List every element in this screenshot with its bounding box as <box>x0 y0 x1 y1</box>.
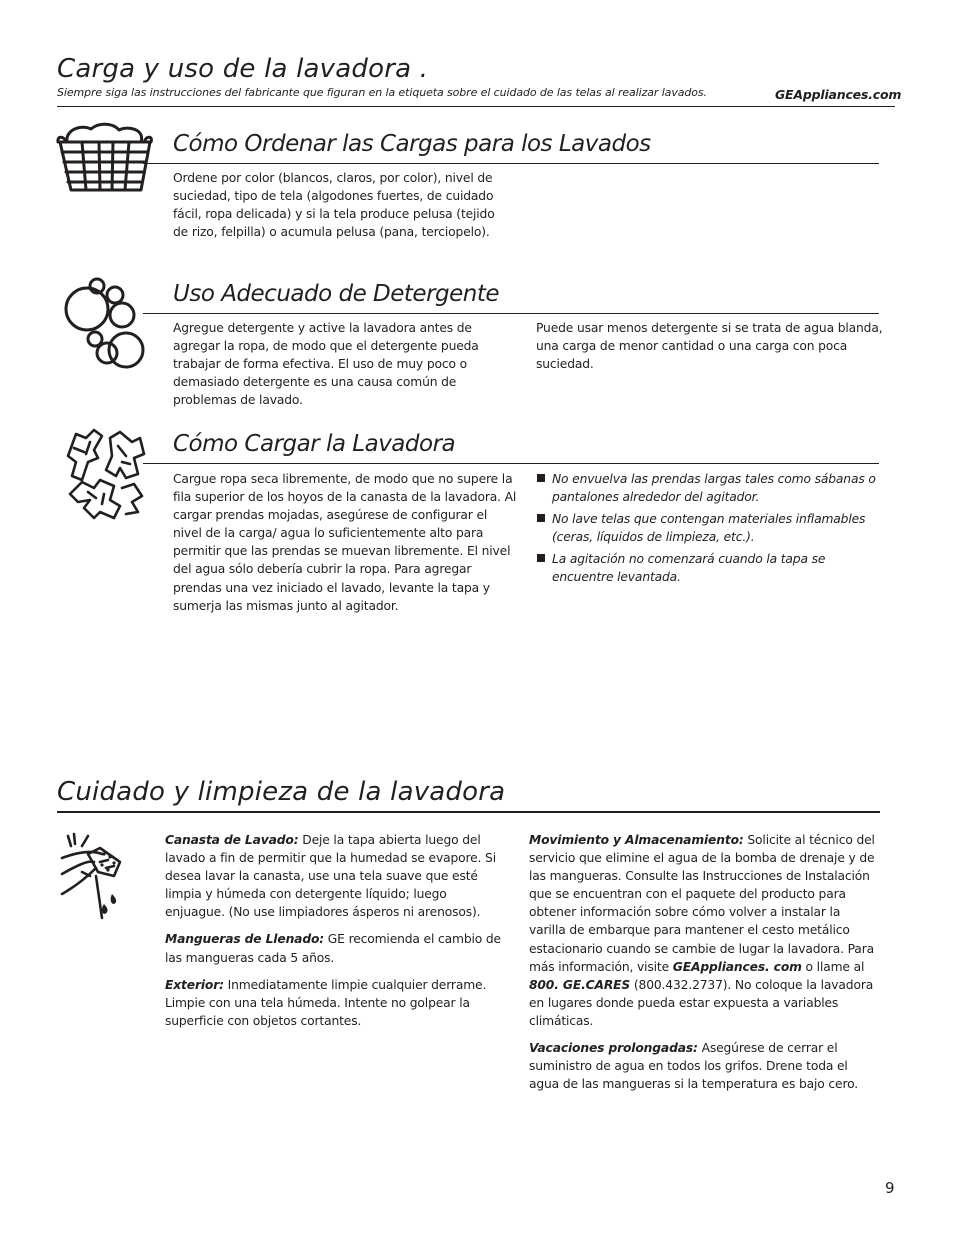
loading-heading: Cómo Cargar la Lavadora <box>173 431 456 457</box>
page-title: Carga y uso de la lavadora . <box>57 54 429 84</box>
care-phone: 800. GE.CARES <box>529 977 631 992</box>
loading-bullets <box>536 470 882 591</box>
basket-care-paragraph: Canasta de Lavado: Deje la tapa abierta luego del lavado a fin de permitir que la humedad se evapore. Si desea lavar la canasta, use una tela suave que esté limpia y húmeda con detergente líquido; luego enjuague. (No use limpiadores ásperos ni arenosos). <box>165 833 496 920</box>
exterior-care-paragraph: Exterior: Inmediatamente limpie cualquier derrame. Limpie con una tela húmeda. Intente no golpear la superficie con objetos cortantes. <box>165 977 487 1028</box>
care-rule <box>57 811 880 813</box>
moving-storage-paragraph: Movimiento y Almacenamiento: Solicite al técnico del servicio que elimine el agua de la bomba de drenaje y de las mangueras. Consulte las Instrucciones de Instalación que se encuentran con el paquete del producto para obtener información sobre cómo volver a instalar la varilla de embarque para mantener el cesto metálico estacionario cuando se cambie de lugar la lavadora. Para más información, visite GEAppliances. com o llame al 800. GE.CARES (800.432.2737). No coloque la lavadora en lugares donde pueda estar expuesta a variables climáticas. <box>529 833 875 1028</box>
bullet-item: No envuelva las prendas largas tales como sábanas o pantalones alrededor del agitador. <box>536 470 882 506</box>
sort-text: Ordene por color (blancos, claros, por color), nivel de suciedad, tipo de tela (algodones fuertes, de cuidado fácil, ropa delicada) y si la tela produce pelusa (tejido de rizo, felpilla) o acumula pelusa (pana, terciopelo). <box>173 171 495 240</box>
detergent-text-left: Agregue detergente y active la lavadora antes de agregar la ropa, de modo que el detergente pueda trabajar de forma efectiva. El uso de muy poco o demasiado detergente es una causa común de problemas de lavado. <box>173 321 479 408</box>
care-right-column <box>529 831 879 1102</box>
care-left-column <box>165 831 505 1039</box>
page-number: 9 <box>885 1179 895 1197</box>
clothes-icon <box>60 428 146 520</box>
bullet-item: No lave telas que contengan materiales inflamables (ceras, líquidos de limpieza, etc.). <box>536 510 882 546</box>
sort-heading: Cómo Ordenar las Cargas para los Lavados <box>173 131 651 157</box>
detergent-rule <box>143 313 879 314</box>
website-link[interactable]: GEAppliances.com <box>775 87 902 102</box>
detergent-text-right: Puede usar menos detergente si se trata de agua blanda, una carga de menor cantidad o una carga con poca suciedad. <box>536 321 883 372</box>
loading-rule <box>143 463 879 464</box>
sort-rule <box>143 163 879 164</box>
detergent-heading: Uso Adecuado de Detergente <box>173 281 500 307</box>
hoses-care-paragraph: Mangueras de Llenado: GE recomienda el cambio de las mangueras cada 5 años. <box>165 932 501 965</box>
bubbles-icon <box>60 272 152 370</box>
bullet-item: La agitación no comenzará cuando la tapa se encuentre levantada. <box>536 550 882 586</box>
care-title: Cuidado y limpieza de la lavadora <box>57 777 506 807</box>
sponge-cleaning-icon <box>58 832 138 922</box>
vacation-paragraph: Vacaciones prolongadas: Asegúrese de cerrar el suministro de agua en todos los grifos. Drene toda el agua de las mangueras si la temperatura es bajo cero. <box>529 1041 858 1092</box>
loading-text-left: Cargue ropa seca libremente, de modo que no supere la fila superior de los hoyos de la canasta de la lavadora. Al cargar prendas mojadas, asegúrese de configurar el nivel de la carga/ agua lo suficientemente alto para permitir que las prendas se muevan libremente. El nivel del agua sólo debería cubrir la ropa. Para agregar prendas una vez iniciado el lavado, levante la tapa y sumerja las mismas junto al agitador. <box>173 472 517 613</box>
care-website-link[interactable]: GEAppliances. com <box>672 959 802 974</box>
header-rule <box>57 106 895 107</box>
laundry-basket-icon <box>55 122 155 196</box>
page-subtitle: Siempre siga las instrucciones del fabricante que figuran en la etiqueta sobre el cuidado de las telas al realizar lavados. <box>57 86 707 99</box>
